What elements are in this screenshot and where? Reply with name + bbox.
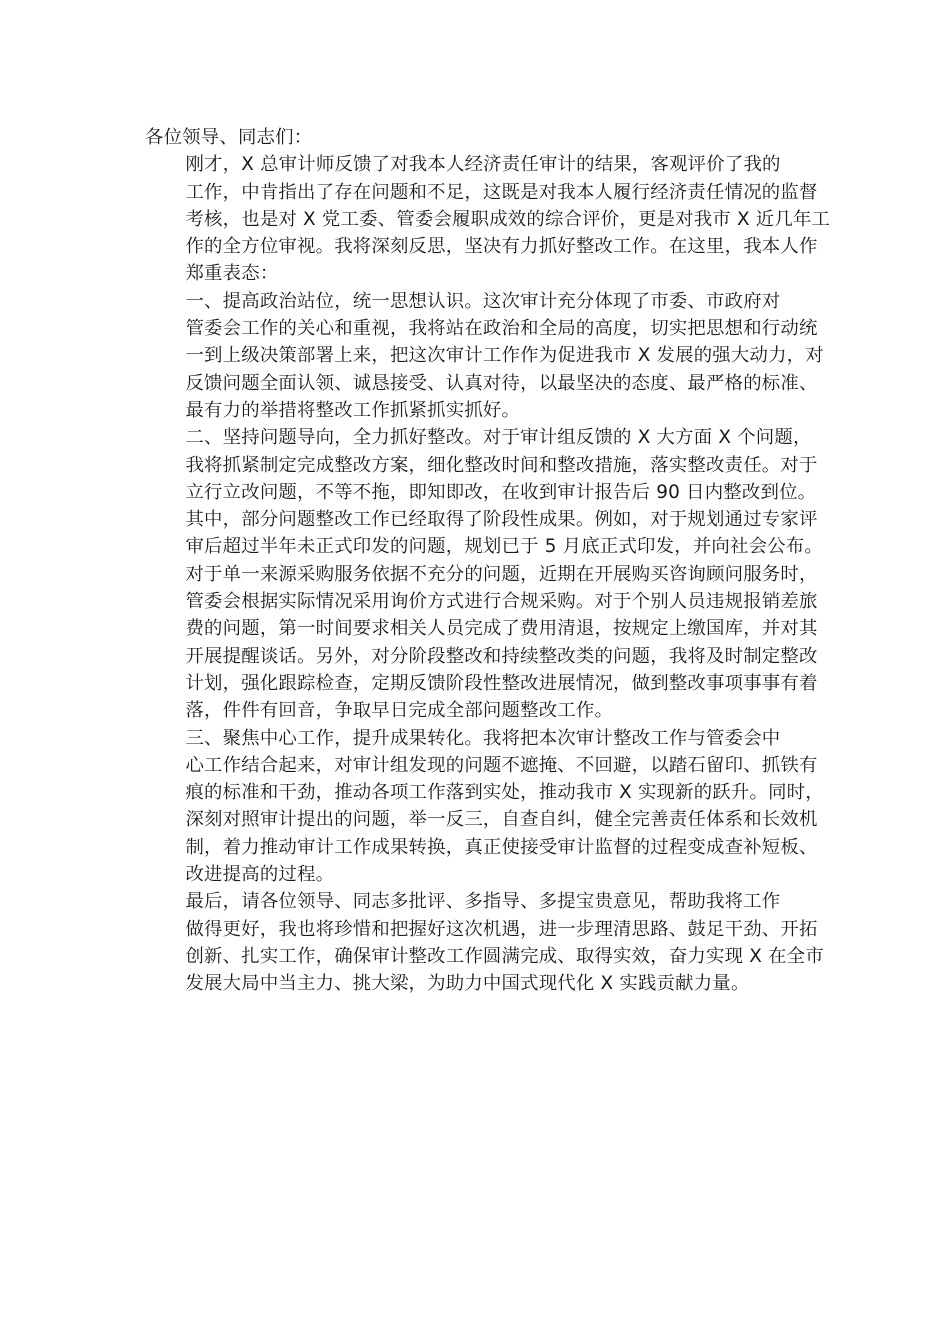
paragraph-line: 痕的标准和干劲，推动各项工作落到实处，推动我市 X 实现新的跃升。同时， — [185, 782, 824, 804]
paragraph-line: 发展大局中当主力、挑大梁，为助力中国式现代化 X 实践贡献力量。 — [185, 973, 750, 995]
paragraph-line: 做得更好，我也将珍惜和把握好这次机遇，进一步理清思路、鼓足干劲、开拓 — [185, 918, 818, 940]
paragraph-line: 管委会根据实际情况采用询价方式进行合规采购。对于个别人员违规报销差旅 — [185, 591, 818, 613]
paragraph-line: 审后超过半年未正式印发的问题，规划已于 5 月底正式印发，并向社会公布。 — [185, 536, 823, 558]
document-body — [145, 124, 831, 998]
paragraph-line: 管委会工作的关心和重视，我将站在政治和全局的高度，切实把思想和行动统 — [185, 318, 818, 340]
paragraph-line: 三、聚焦中心工作，提升成果转化。我将把本次审计整改工作与管委会中 — [185, 727, 781, 749]
paragraph-line: 心工作结合起来，对审计组发现的问题不遮掩、不回避，以踏石留印、抓铁有 — [185, 754, 818, 776]
paragraph-line: 一到上级决策部署上来，把这次审计工作作为促进我市 X 发展的强大动力，对 — [185, 345, 824, 367]
body-paragraph — [145, 151, 831, 287]
body-paragraph — [145, 424, 825, 724]
paragraph-line: 开展提醒谈话。另外，对分阶段整改和持续整改类的问题，我将及时制定整改 — [185, 645, 818, 667]
paragraph-line: 考核，也是对 X 党工委、管委会履职成效的综合评价，更是对我市 X 近几年工 — [185, 208, 831, 230]
paragraph-line: 郑重表态： — [185, 263, 279, 285]
paragraph-line: 作的全方位审视。我将深刻反思，坚决有力抓好整改工作。在这里，我本人作 — [185, 236, 818, 258]
paragraph-line: 其中，部分问题整改工作已经取得了阶段性成果。例如，对于规划通过专家评 — [185, 509, 818, 531]
paragraph-line: 计划，强化跟踪检查，定期反馈阶段性整改进展情况，做到整改事项事事有着 — [185, 672, 818, 694]
paragraph-line: 一、提高政治站位，统一思想认识。这次审计充分体现了市委、市政府对 — [185, 290, 781, 312]
paragraph-line: 反馈问题全面认领、诚恳接受、认真对待，以最坚决的态度、最严格的标准、 — [185, 372, 818, 394]
body-paragraph — [145, 725, 825, 889]
paragraph-line: 立行立改问题，不等不拖，即知即改，在收到审计报告后 90 日内整改到位。 — [185, 481, 817, 503]
paragraph-line: 改进提高的过程。 — [185, 864, 335, 886]
paragraph-line: 费的问题，第一时间要求相关人员完成了费用清退，按规定上缴国库，并对其 — [185, 618, 818, 640]
paragraph-line: 我将抓紧制定完成整改方案，细化整改时间和整改措施，落实整改责任。对于 — [185, 454, 818, 476]
salutation: 各位领导、同志们： — [145, 127, 313, 148]
paragraph-line: 创新、扎实工作，确保审计整改工作圆满完成、取得实效，奋力实现 X 在全市 — [185, 945, 824, 967]
paragraph-line: 最后，请各位领导、同志多批评、多指导、多提宝贵意见，帮助我将工作 — [185, 891, 781, 913]
paragraph-line: 最有力的举措将整改工作抓紧抓实抓好。 — [185, 399, 521, 421]
paragraph-line: 制，着力推动审计工作成果转换，真正使接受审计监督的过程变成查补短板、 — [185, 836, 818, 858]
paragraph-line: 工作，中肯指出了存在问题和不足，这既是对我本人履行经济责任情况的监督 — [185, 181, 818, 203]
body-paragraph — [145, 888, 825, 997]
body-paragraph — [145, 288, 825, 424]
paragraph-line: 深刻对照审计提出的问题，举一反三，自查自纠，健全完善责任体系和长效机 — [185, 809, 818, 831]
paragraph-list — [145, 151, 831, 997]
paragraph-line: 刚才，X 总审计师反馈了对我本人经济责任审计的结果，客观评价了我的 — [185, 154, 781, 176]
paragraph-line: 对于单一来源采购服务依据不充分的问题，近期在开展购买咨询顾问服务时， — [185, 563, 818, 585]
paragraph-line: 落，件件有回音，争取早日完成全部问题整改工作。 — [185, 700, 614, 722]
paragraph-line: 二、坚持问题导向，全力抓好整改。对于审计组反馈的 X 大方面 X 个问题， — [185, 427, 812, 449]
